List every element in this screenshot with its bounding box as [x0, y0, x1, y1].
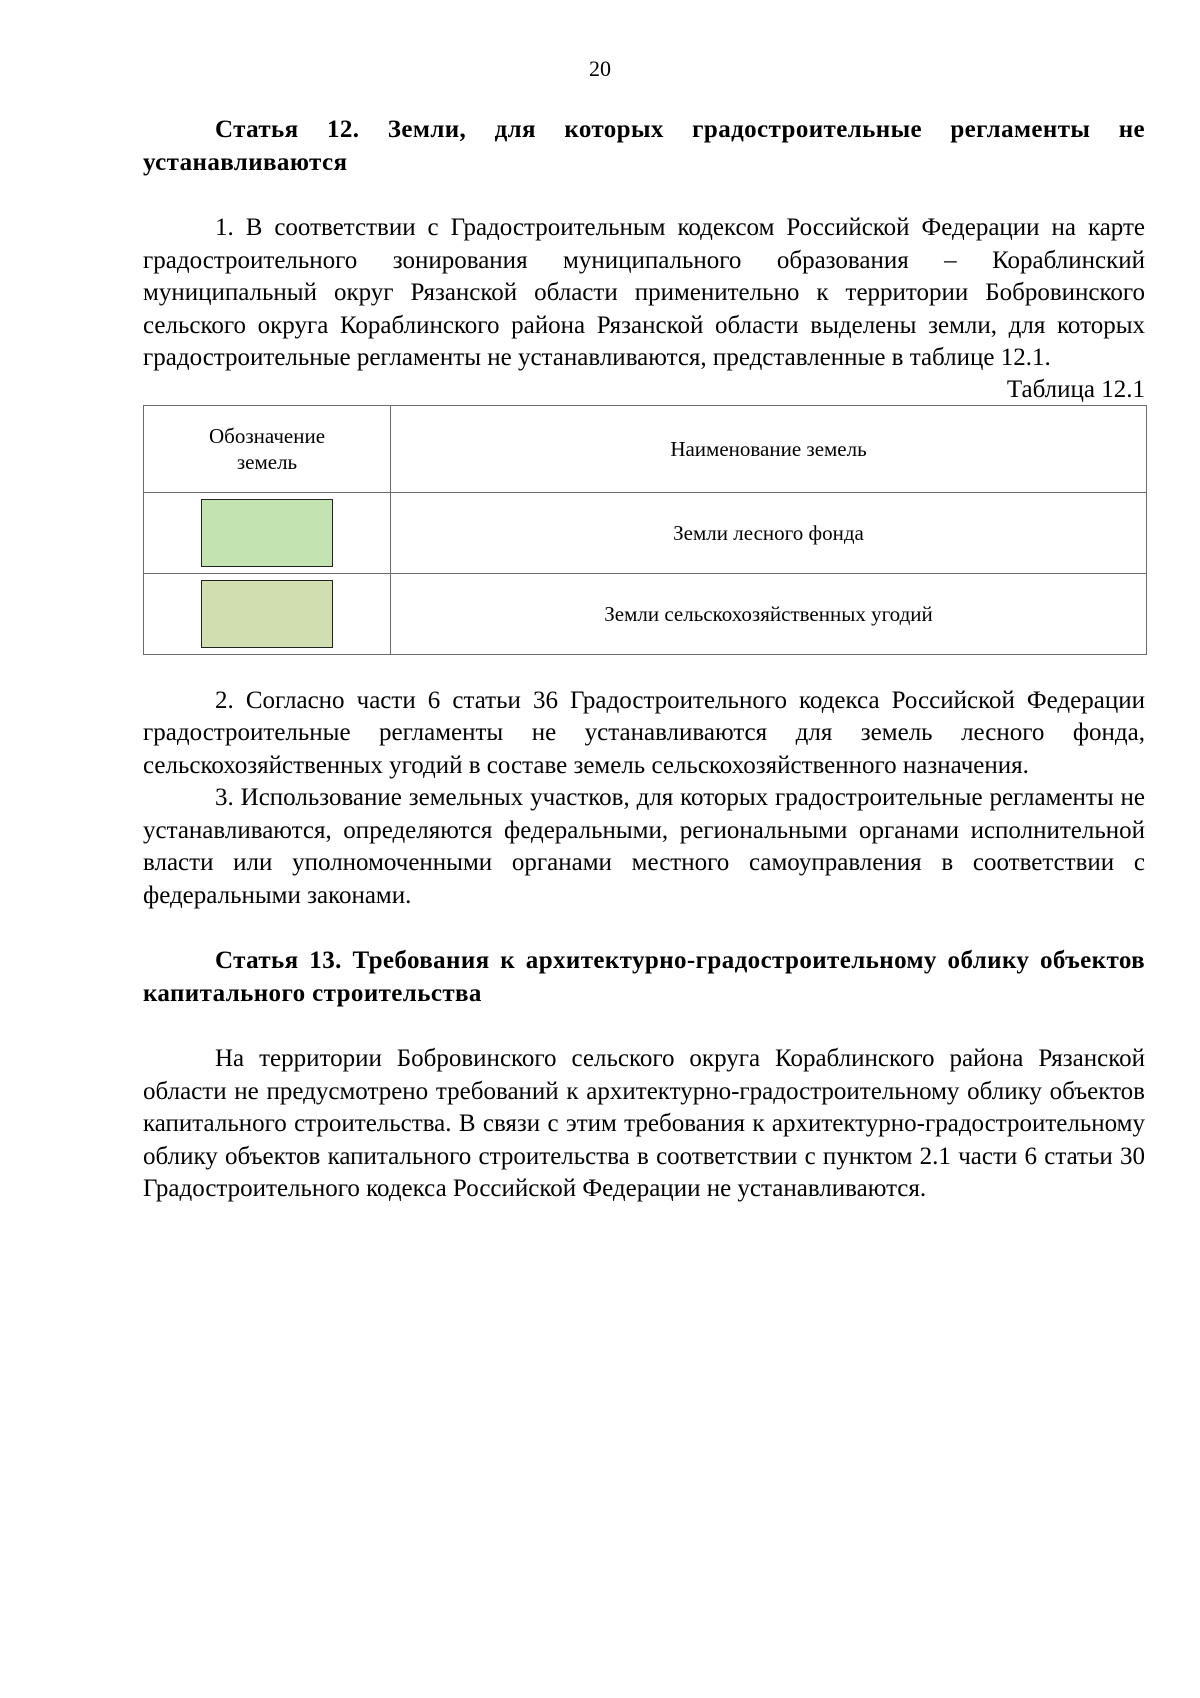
- symbol-cell: [144, 573, 391, 654]
- header-symbol-cell: [144, 405, 391, 492]
- table-caption: Таблица 12.1: [1006, 375, 1145, 403]
- symbol-cell: [144, 492, 391, 573]
- article-12-paragraph-1: 1. В соответствии с Градостроительным кодексом Российской Федерации на карте градостроительного зонирования муниципального образования – Кораблинский муниципальный округ Рязанской области применительно к территории Бобровинского сельского округа Кораблинского района Рязанской области выделены земли, для которых градостроительные регламенты не устанавливаются, представленные в таблице 12.1.: [143, 214, 1145, 371]
- table-header-row: [144, 405, 1147, 492]
- header-symbol-label: Обозначение земель: [208, 423, 326, 474]
- land-name-cell: Земли лесного фонда: [391, 492, 1147, 573]
- land-name-cell: Земли сельскохозяйственных угодий: [391, 573, 1147, 654]
- agricultural-land-swatch: [201, 580, 333, 648]
- article-13-heading: Статья 13. Требования к архитектурно-градостроительному облику объектов капитального строительства: [143, 947, 1145, 1007]
- lands-table: [143, 405, 1147, 655]
- article-13-paragraph-1: На территории Бобровинского сельского округа Кораблинского района Рязанской области не предусмотрено требований к архитектурно-градостроительному облику объектов капитального строительства. В связи с этим требования к архитектурно-градостроительному облику объектов капитального строительства в соответствии с пунктом 2.1 части 6 статьи 30 Градостроительного кодекса Российской Федерации не устанавливаются.: [143, 1045, 1145, 1202]
- table-row: [144, 573, 1147, 654]
- article-12-heading: Статья 12. Земли, для которых градостроительные регламенты не устанавливаются: [143, 116, 1145, 176]
- document-body: [143, 114, 1145, 1206]
- article-12-paragraph-2: 2. Согласно части 6 статьи 36 Градостроительного кодекса Российской Федерации градостроительные регламенты не устанавливаются для земель лесного фонда, сельскохозяйственных угодий в составе земель сельскохозяйственного назначения.: [143, 686, 1145, 779]
- forest-land-swatch: [201, 499, 333, 567]
- header-name-cell: Наименование земель: [391, 405, 1147, 492]
- article-12-paragraph-3: 3. Использование земельных участков, для которых градостроительные регламенты не устанавливаются, определяются федеральными, региональными органами исполнительной власти или уполномоченными органами местного самоуправления в соответствии с федеральными законами.: [143, 784, 1145, 909]
- page-number: 20: [589, 56, 611, 81]
- table-row: [144, 492, 1147, 573]
